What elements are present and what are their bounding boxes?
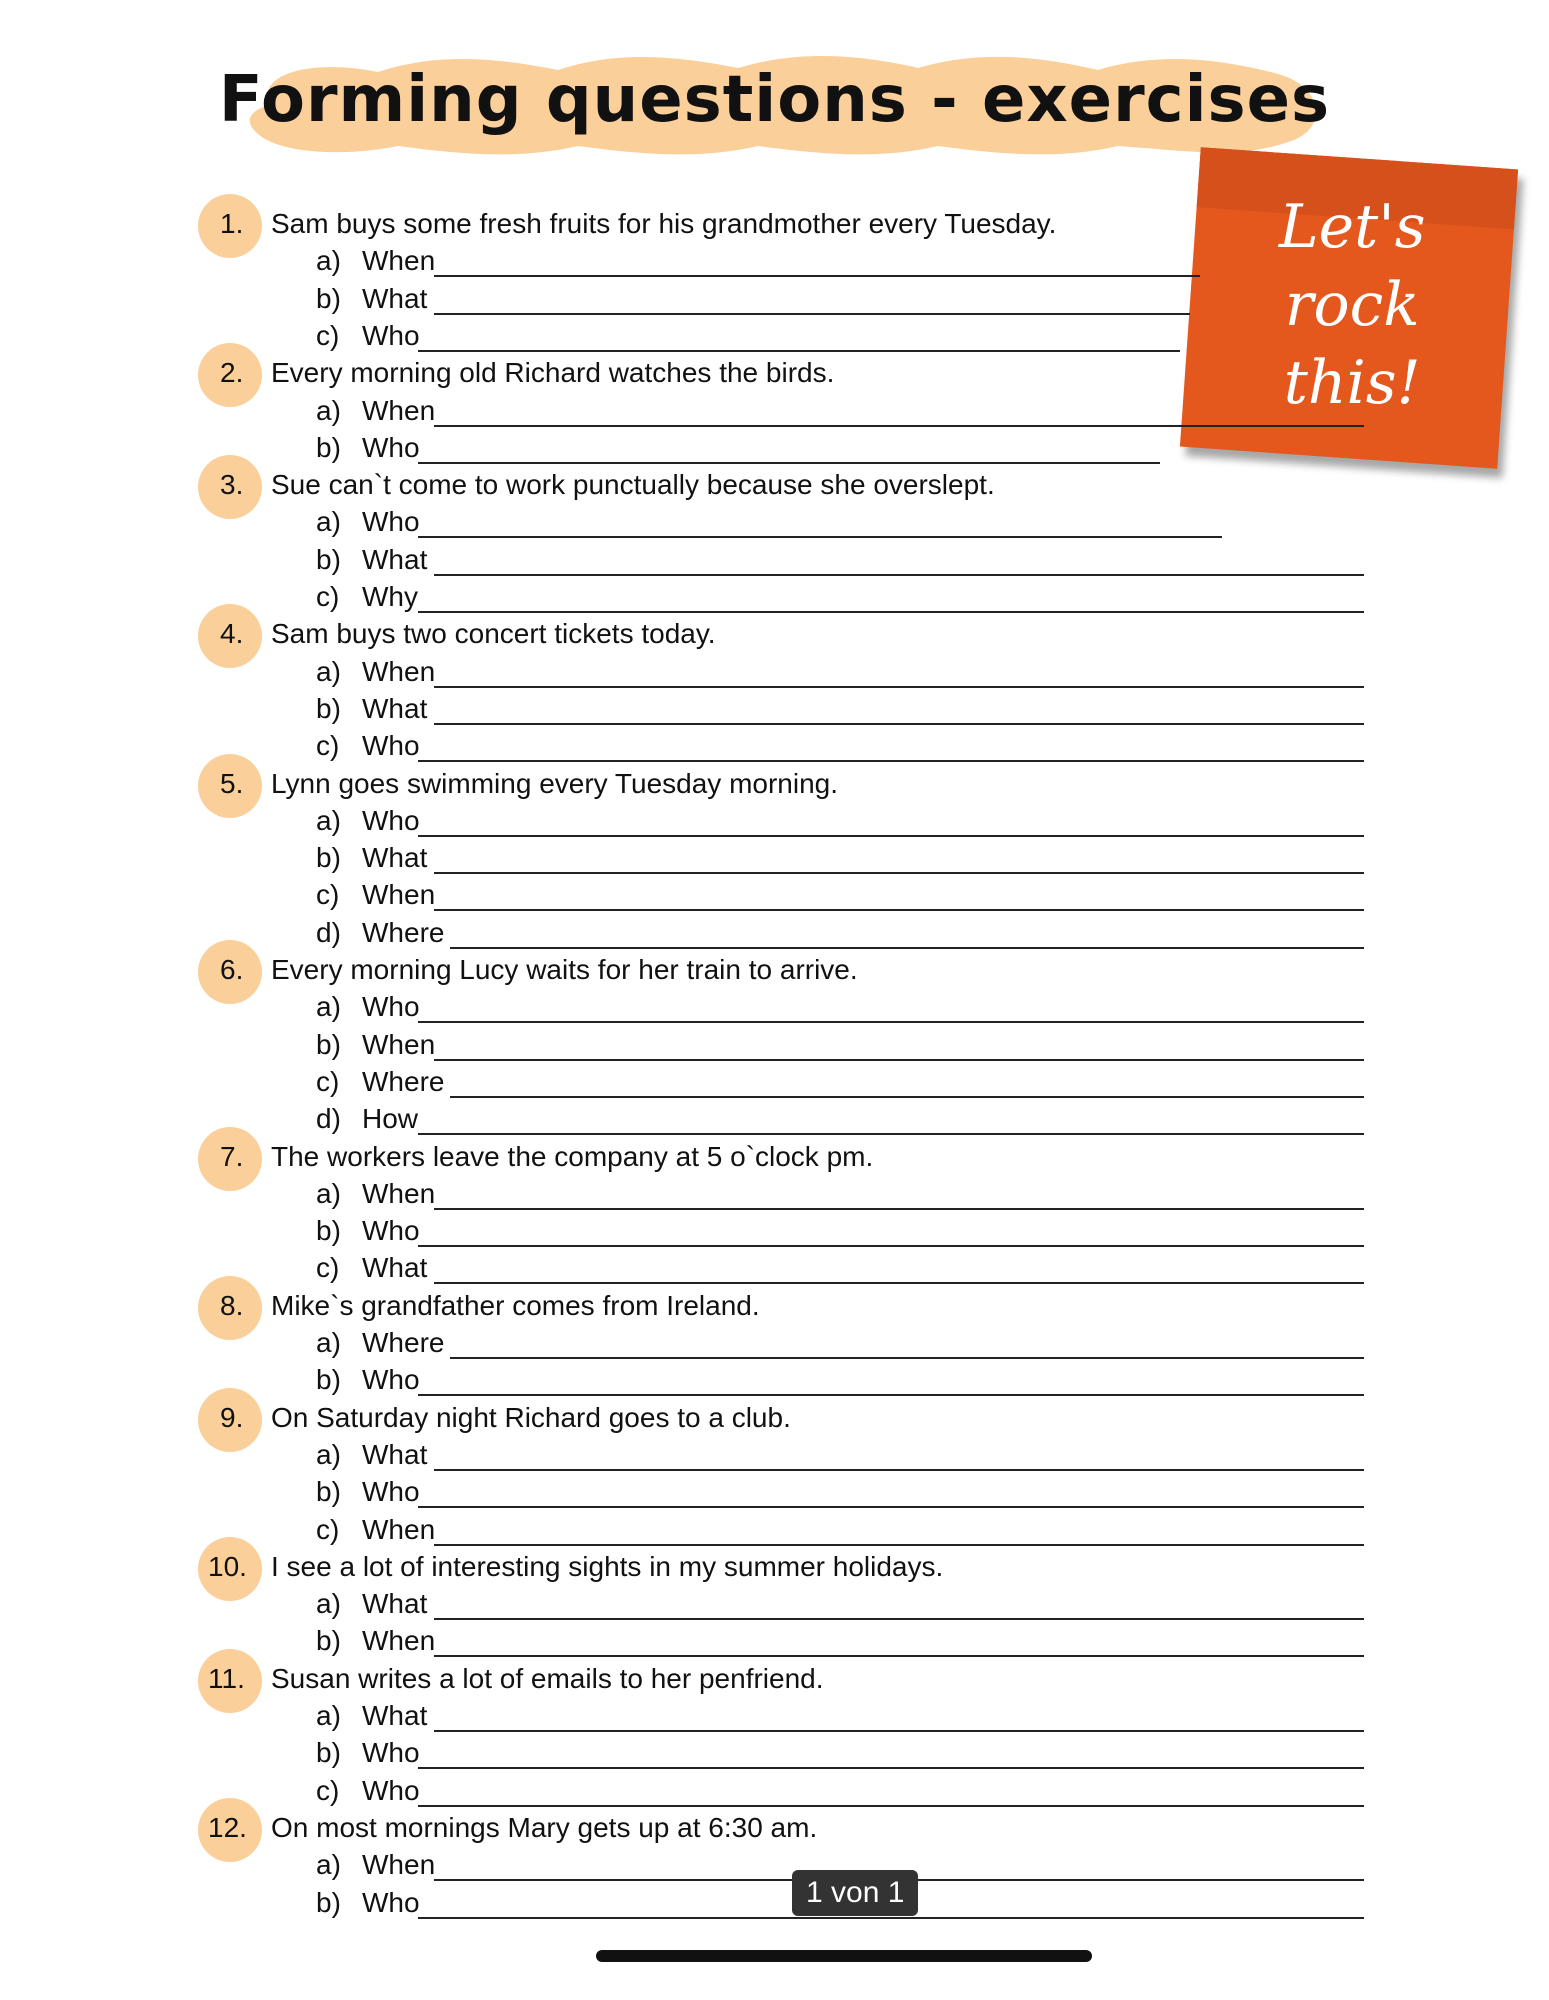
question-letter: c) (316, 1252, 340, 1284)
question-letter: d) (316, 1103, 341, 1135)
question-word: What (362, 692, 428, 724)
question-word: When (362, 879, 436, 911)
question-item (0, 1324, 1549, 1361)
exercise-8 (0, 1287, 1549, 1324)
answer-line[interactable] (434, 1282, 1364, 1284)
question-word: What (362, 543, 428, 575)
question-letter: b) (316, 692, 341, 724)
exercise-number: 4. (220, 618, 244, 650)
exercise-sentence: On Saturday night Richard goes to a club. (271, 1401, 791, 1433)
question-letter: c) (316, 730, 340, 762)
question-item (0, 503, 1549, 540)
question-letter: b) (316, 431, 341, 463)
exercise-number: 2. (220, 357, 244, 389)
question-word: Who (362, 431, 420, 463)
exercise-number: 6. (220, 954, 244, 985)
exercise-sentence: Lynn goes swimming every Tuesday morning. (271, 767, 838, 799)
answer-line[interactable] (434, 872, 1364, 874)
question-item (0, 690, 1549, 727)
exercise-3 (0, 466, 1549, 503)
exercise-number: 12. (208, 1811, 247, 1843)
question-letter: a) (316, 1177, 341, 1209)
answer-line[interactable] (418, 536, 1222, 538)
answer-line[interactable] (434, 723, 1364, 725)
exercise-2 (0, 354, 1549, 391)
question-word: Why (362, 581, 418, 612)
exercise-number: 7. (220, 1140, 244, 1172)
question-item (0, 839, 1549, 876)
exercise-9 (0, 1399, 1549, 1436)
question-item (0, 280, 1549, 317)
sticky-line-1: Let's (1278, 192, 1426, 263)
question-letter: a) (316, 245, 341, 277)
sticky-line-2: rock (1284, 270, 1420, 341)
question-word: Who (362, 1886, 420, 1918)
question-word: What (362, 282, 428, 314)
answer-line[interactable] (434, 1544, 1364, 1546)
question-word: When (362, 394, 436, 426)
answer-line[interactable] (418, 1805, 1364, 1807)
exercise-sentence: Every morning old Richard watches the birds. (271, 357, 835, 389)
question-letter: b) (316, 1886, 341, 1918)
answer-line[interactable] (434, 909, 1364, 911)
exercise-number: 8. (220, 1289, 244, 1321)
question-item (0, 1585, 1549, 1622)
exercise-1 (0, 205, 1549, 242)
question-letter: a) (316, 1849, 341, 1881)
question-item (0, 802, 1549, 839)
answer-line[interactable] (418, 350, 1180, 352)
exercise-number: 10. (208, 1550, 247, 1582)
question-letter: c) (316, 1065, 340, 1097)
question-letter: c) (316, 581, 340, 612)
question-item (0, 541, 1549, 578)
question-word: Who (362, 1774, 420, 1806)
answer-line[interactable] (418, 1245, 1364, 1247)
answer-line[interactable] (434, 686, 1364, 688)
sticky-line-3: this! (1283, 348, 1421, 419)
answer-line[interactable] (434, 1655, 1364, 1657)
answer-line[interactable] (418, 1917, 1364, 1919)
question-word: When (362, 1513, 436, 1545)
answer-line[interactable] (434, 1059, 1364, 1061)
question-word: Who (362, 319, 420, 351)
answer-line[interactable] (434, 425, 1364, 427)
question-word: Who (362, 1215, 420, 1247)
question-word: What (362, 1588, 428, 1620)
exercise-sentence: Every morning Lucy waits for her train to arrive. (271, 954, 858, 985)
exercise-10 (0, 1548, 1549, 1585)
answer-line[interactable] (434, 1618, 1364, 1620)
question-item (0, 1846, 1549, 1883)
home-indicator-bar[interactable] (596, 1950, 1092, 1962)
question-letter: c) (316, 319, 340, 351)
question-item (0, 876, 1549, 913)
question-word: Who (362, 506, 420, 538)
answer-line[interactable] (434, 313, 1190, 315)
exercise-12 (0, 1809, 1549, 1846)
exercise-number: 3. (220, 469, 244, 501)
answer-line[interactable] (434, 1469, 1364, 1471)
question-letter: b) (316, 1364, 341, 1396)
question-word: When (362, 1028, 436, 1060)
answer-line[interactable] (418, 760, 1364, 762)
page-title: Forming questions - exercises (218, 63, 1331, 137)
question-item (0, 1212, 1549, 1249)
exercise-sentence: Mike`s grandfather comes from Ireland. (271, 1289, 760, 1321)
question-item (0, 1063, 1549, 1100)
question-word: Who (362, 1476, 420, 1508)
question-word: What (362, 842, 428, 874)
answer-line[interactable] (434, 574, 1364, 576)
answer-line[interactable] (450, 1096, 1364, 1098)
exercise-number: 9. (220, 1401, 244, 1433)
question-letter: a) (316, 1588, 341, 1620)
question-word: What (362, 1700, 428, 1731)
answer-line[interactable] (418, 611, 1364, 613)
question-word: When (362, 655, 436, 687)
question-word: When (362, 1177, 436, 1209)
answer-line[interactable] (418, 1506, 1364, 1508)
question-item (0, 242, 1549, 279)
exercise-number: 1. (220, 208, 244, 239)
question-word: When (362, 245, 436, 277)
question-letter: a) (316, 506, 341, 538)
question-letter: a) (316, 655, 341, 687)
question-word: What (362, 1438, 428, 1470)
question-item (0, 1473, 1549, 1510)
exercise-7 (0, 1138, 1549, 1175)
question-word: Who (362, 730, 420, 762)
question-letter: a) (316, 1438, 341, 1470)
exercise-sentence: Sam buys two concert tickets today. (271, 618, 716, 650)
question-letter: b) (316, 1028, 341, 1060)
question-word: Who (362, 1737, 420, 1769)
answer-line[interactable] (434, 1208, 1364, 1210)
exercise-sentence: On most mornings Mary gets up at 6:30 am. (271, 1811, 818, 1843)
question-letter: b) (316, 282, 341, 314)
question-letter: b) (316, 1737, 341, 1769)
question-word: When (362, 1625, 436, 1657)
question-item (0, 1734, 1549, 1771)
question-word: What (362, 1252, 428, 1284)
question-letter: c) (316, 1774, 340, 1806)
exercise-sentence: The workers leave the company at 5 o`clock pm. (271, 1140, 874, 1172)
question-item (0, 1026, 1549, 1063)
exercise-sentence: I see a lot of interesting sights in my summer holidays. (271, 1550, 944, 1582)
exercise-sentence: Sam buys some fresh fruits for his grandmother every Tuesday. (271, 208, 1057, 239)
question-letter: c) (316, 1513, 340, 1545)
answer-line[interactable] (418, 835, 1364, 837)
question-word: Where (362, 916, 445, 948)
question-letter: a) (316, 1700, 341, 1731)
question-item (0, 1175, 1549, 1212)
answer-line[interactable] (418, 462, 1160, 464)
question-letter: b) (316, 1215, 341, 1247)
question-word: When (362, 1849, 436, 1881)
answer-line[interactable] (450, 1357, 1364, 1359)
exercise-11 (0, 1660, 1549, 1697)
question-item (0, 1436, 1549, 1473)
page-indicator: 1 von 1 (792, 1870, 918, 1916)
question-letter: a) (316, 394, 341, 426)
question-item (0, 653, 1549, 690)
question-word: Who (362, 991, 420, 1023)
question-word: Who (362, 1364, 420, 1396)
question-item (0, 1697, 1549, 1734)
question-word: Where (362, 1065, 445, 1097)
exercise-number: 11. (208, 1662, 245, 1694)
exercise-number: 5. (220, 767, 244, 799)
question-letter: c) (316, 879, 340, 911)
question-letter: b) (316, 1476, 341, 1508)
answer-line[interactable] (418, 1021, 1364, 1023)
question-word: Who (362, 804, 420, 836)
question-letter: a) (316, 1327, 341, 1358)
answer-line[interactable] (434, 275, 1200, 277)
answer-line[interactable] (418, 1394, 1364, 1396)
exercise-5 (0, 765, 1549, 802)
question-word: Where (362, 1327, 445, 1358)
answer-line[interactable] (418, 1133, 1364, 1135)
question-word: How (362, 1103, 419, 1135)
question-item (0, 392, 1549, 429)
question-letter: a) (316, 991, 341, 1023)
answer-line[interactable] (418, 1767, 1364, 1769)
exercise-4 (0, 615, 1549, 652)
question-letter: b) (316, 1625, 341, 1657)
question-letter: b) (316, 842, 341, 874)
question-letter: b) (316, 543, 341, 575)
answer-line[interactable] (450, 947, 1364, 949)
exercise-sentence: Sue can`t come to work punctually because she overslept. (271, 469, 995, 501)
exercise-6 (0, 951, 1549, 988)
question-letter: a) (316, 804, 341, 836)
question-item (0, 988, 1549, 1025)
exercise-sentence: Susan writes a lot of emails to her penfriend. (271, 1662, 824, 1694)
question-item (0, 1884, 1549, 1921)
question-letter: d) (316, 916, 341, 948)
answer-line[interactable] (434, 1730, 1364, 1732)
